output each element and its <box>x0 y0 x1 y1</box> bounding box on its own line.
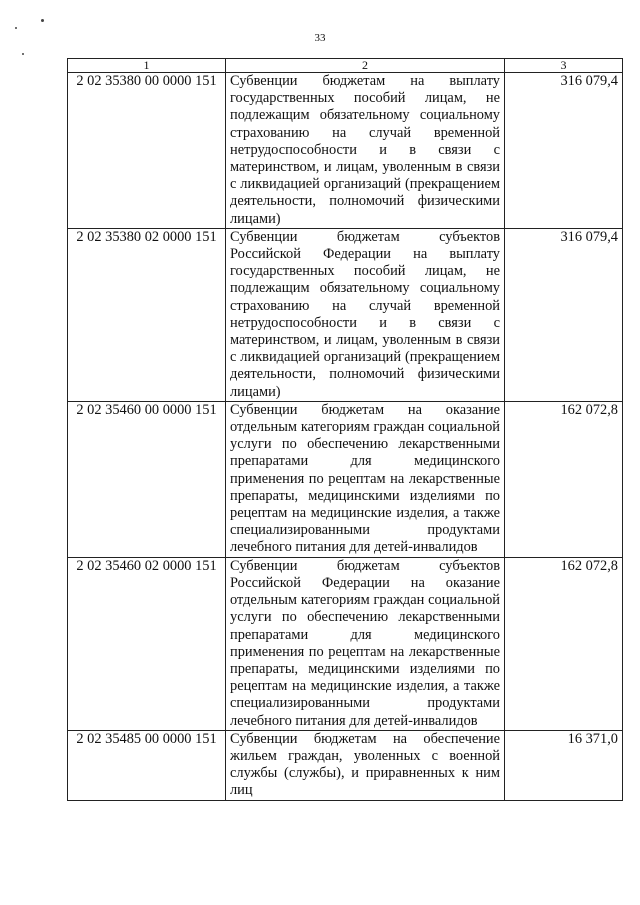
budget-amount: 162 072,8 <box>505 557 623 730</box>
budget-description: Субвенции бюджетам на обеспечение жильем граждан, уволенных с военной службы (службы), и приравненных к ним лиц <box>226 730 505 800</box>
table-row <box>68 557 623 730</box>
budget-amount: 316 079,4 <box>505 73 623 229</box>
column-header: 1 <box>68 59 226 73</box>
scan-speck <box>41 19 44 22</box>
table-row <box>68 73 623 229</box>
budget-amount: 316 079,4 <box>505 228 623 401</box>
column-header: 3 <box>505 59 623 73</box>
budget-amount: 162 072,8 <box>505 401 623 557</box>
budget-table <box>67 58 623 801</box>
budget-code: 2 02 35460 02 0000 151 <box>68 557 226 730</box>
budget-code: 2 02 35380 02 0000 151 <box>68 228 226 401</box>
budget-code: 2 02 35460 00 0000 151 <box>68 401 226 557</box>
budget-code: 2 02 35380 00 0000 151 <box>68 73 226 229</box>
scan-speck <box>22 53 24 55</box>
budget-description: Субвенции бюджетам на выплату государственных пособий лицам, не подлежащим обязательному социальному страхованию на случай временной нетрудоспособности и в связи с материнством, и лицам, уволенным в связи с ликвидацией организаций (прекращением деятельности, полномочий физическими лицами) <box>226 73 505 229</box>
table-row <box>68 228 623 401</box>
budget-description: Субвенции бюджетам субъектов Российской Федерации на выплату государственных пособий лицам, не подлежащим обязательному социальному страхованию на случай временной нетрудоспособности и в связи с материнством, и лицам, уволенным в связи с ликвидацией организаций (прекращением деятельности, полномочий физическими лицами) <box>226 228 505 401</box>
page-number: 33 <box>314 32 326 44</box>
scan-speck <box>15 27 17 29</box>
table-row <box>68 401 623 557</box>
table-row <box>68 730 623 800</box>
column-header: 2 <box>226 59 505 73</box>
budget-amount: 16 371,0 <box>505 730 623 800</box>
budget-description: Субвенции бюджетам на оказание отдельным категориям граждан социальной услуги по обеспечению лекарственными препаратами для медицинского применения по рецептам на лекарственные препараты, медицинскими изделиями по рецептам на медицинские изделия, а также специализированными продуктами лечебного питания для детей-инвалидов <box>226 401 505 557</box>
budget-code: 2 02 35485 00 0000 151 <box>68 730 226 800</box>
budget-description: Субвенции бюджетам субъектов Российской Федерации на оказание отдельным категориям граждан социальной услуги по обеспечению лекарственными препаратами для медицинского применения по рецептам на лекарственные препараты, медицинскими изделиями по рецептам на медицинские изделия, а также специализированными продуктами лечебного питания для детей-инвалидов <box>226 557 505 730</box>
table-header-row <box>68 59 623 73</box>
